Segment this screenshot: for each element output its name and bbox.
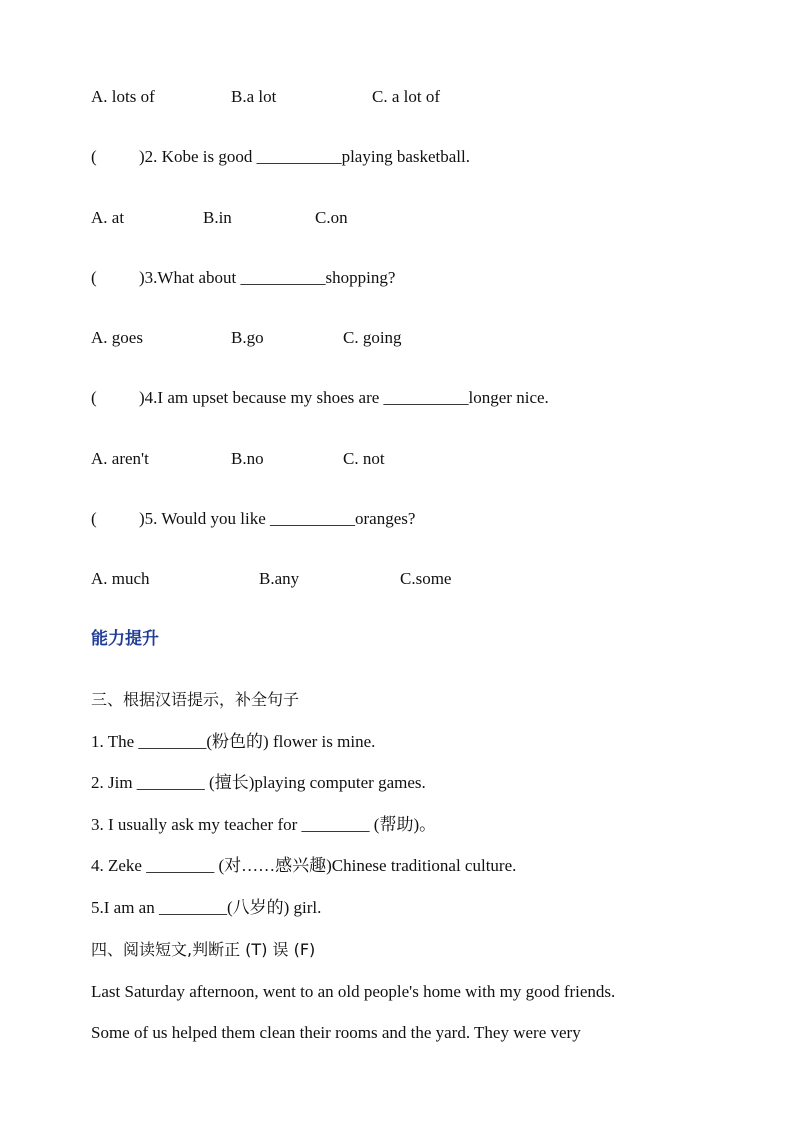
q2-row	[91, 147, 470, 167]
q2-option-b: B.in	[203, 208, 232, 227]
passage-line-1: Last Saturday afternoon, went to an old people's home with my good friends.	[91, 982, 616, 1001]
q5-row	[91, 509, 415, 529]
section3-item-3: 3. I usually ask my teacher for ________ (帮助)。	[91, 815, 437, 834]
section-heading: 能力提升	[91, 629, 159, 649]
q3-text: What about __________shopping?	[157, 268, 396, 287]
q5-text: Would you like __________oranges?	[161, 509, 416, 528]
q3-row	[91, 268, 395, 288]
q2-number: )2.	[139, 147, 158, 166]
q3-options	[91, 328, 402, 348]
q5-paren-open: (	[91, 509, 97, 528]
q4-option-b: B.no	[231, 449, 264, 468]
section3-item-1: 1. The ________(粉色的) flower is mine.	[91, 732, 376, 751]
section3-title: 三、根据汉语提示，补全句子	[91, 690, 300, 709]
q2-options	[91, 208, 348, 228]
q5-option-a: A. much	[91, 569, 150, 588]
q3-number: )3.	[139, 268, 158, 287]
section3-item-4: 4. Zeke ________ (对……感兴趣)Chinese traditional culture.	[91, 856, 517, 875]
q1-option-b: B.a lot	[231, 87, 277, 106]
q4-row	[91, 388, 549, 408]
passage-line-2: Some of us helped them clean their rooms and the yard. They were very	[91, 1023, 581, 1042]
q4-paren-open: (	[91, 388, 97, 407]
q1-options	[91, 87, 440, 107]
q3-option-c: C. going	[343, 328, 402, 347]
q5-options	[91, 569, 451, 589]
q4-option-a: A. aren't	[91, 449, 149, 468]
q3-paren-open: (	[91, 268, 97, 287]
section3-item-5: 5.I am an ________(八岁的) girl.	[91, 898, 322, 917]
q5-option-b: B.any	[259, 569, 300, 588]
q4-option-c: C. not	[343, 449, 385, 468]
q2-option-a: A. at	[91, 208, 125, 227]
q2-option-c: C.on	[315, 208, 348, 227]
section3-item-2: 2. Jim ________ (擅长)playing computer games.	[91, 773, 426, 792]
q4-options	[91, 449, 385, 469]
q2-text: Kobe is good __________playing basketball.	[161, 147, 470, 166]
q4-number: )4.	[139, 388, 158, 407]
section4-title: 四、阅读短文,判断正 (T) 误 (F)	[91, 940, 316, 959]
q5-option-c: C.some	[400, 569, 452, 588]
q3-option-a: A. goes	[91, 328, 143, 347]
q3-option-b: B.go	[231, 328, 264, 347]
q5-number: )5.	[139, 509, 158, 528]
q2-paren-open: (	[91, 147, 97, 166]
q1-option-c: C. a lot of	[372, 87, 440, 106]
q1-option-a: A. lots of	[91, 87, 155, 106]
q4-text: I am upset because my shoes are __________longer nice.	[157, 388, 549, 407]
